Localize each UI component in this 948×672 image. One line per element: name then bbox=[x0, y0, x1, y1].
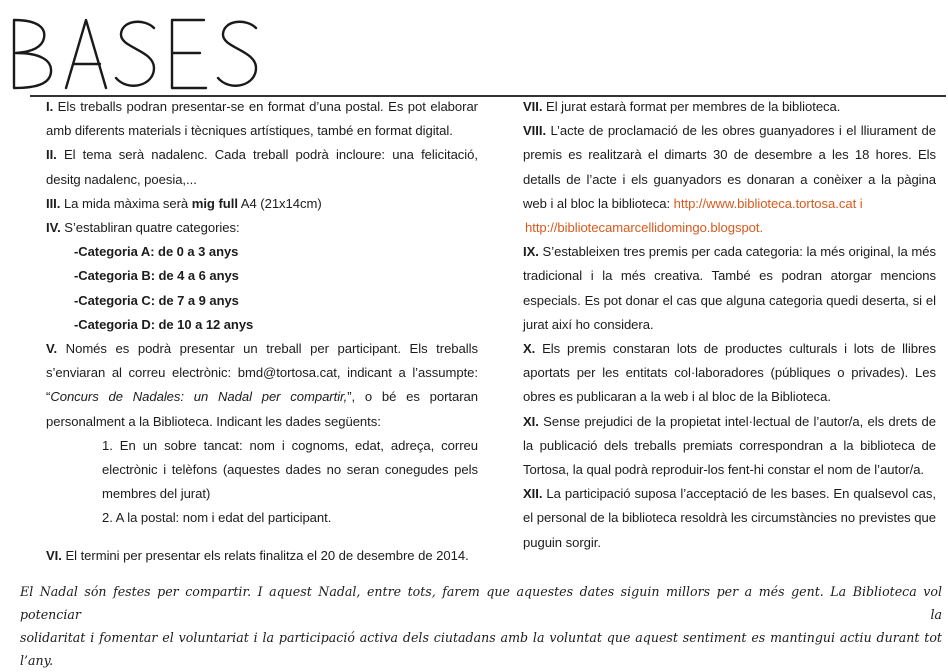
rule-item-10: X. Els premis constaran lots de productes culturals i lots de llibres aportats per les entitats col·laboradores (públiques o privades). Les obres es publicaran a la web i al bloc de la Biblioteca. bbox=[523, 341, 936, 405]
category-c: -Categoria C: de 7 a 9 anys bbox=[74, 292, 239, 308]
category-d: -Categoria D: de 10 a 12 anys bbox=[74, 316, 254, 332]
rule-item-12: XII. La participació suposa l’acceptació de les bases. En qualsevol cas, el personal de la biblioteca resoldrà les circumstàncies no previstes que puguin sorgir. bbox=[523, 486, 936, 550]
title-lettering bbox=[4, 6, 264, 92]
rule-item-11: XI. Sense prejudici de la propietat intel·lectual de l’autor/a, els drets de la publicació dels treballs premiats correspondran a la biblioteca de Tortosa, la qual podrà reproduir-los fent-hi constar el nom de l’autor/a. bbox=[523, 413, 936, 478]
library-blog-link[interactable]: http://bibliotecamarcellidomingo.blogspot. bbox=[525, 220, 764, 236]
blog-link-line bbox=[523, 216, 936, 240]
rule-item-7: VII. El jurat estarà format per membres de la biblioteca. bbox=[523, 99, 841, 114]
rule-item-5: V. Només es podrà presentar un treball per participant. Els treballs s’enviaran al correu electrònic: bmd@tortosa.cat, indicant a l’assumpte: “Concurs de Nadales: un Nadal per compartir,”, o bé es portaran personalment a la Biblioteca. Indicant les dades següents: bbox=[46, 341, 478, 429]
footer-message bbox=[20, 580, 942, 672]
category-b: -Categoria B: de 4 a 6 anys bbox=[74, 268, 239, 284]
footer-line-1: El Nadal són festes per compartir. I aquest Nadal, entre tots, farem que aquestes dates siguin millors per a més gent. La Biblioteca vol potenciar la bbox=[20, 584, 942, 622]
sub-item-1: 1. En un sobre tancat: nom i cognoms, edat, adreça, correu electrònic i telèfons (aquestes dades no seran conegudes pels membres del jurat) bbox=[102, 437, 478, 502]
rule-item-4: IV. S’establiran quatre categories: bbox=[46, 220, 240, 236]
rule-item-1: I. Els treballs podran presentar-se en format d’una postal. Es pot elaborar amb diferents materials i tècniques artístiques, també en format digital. bbox=[46, 99, 478, 139]
sub-item-2: 2. A la postal: nom i edat del participant. bbox=[102, 510, 332, 526]
library-website-link[interactable]: http://www.biblioteca.tortosa.cat bbox=[673, 195, 857, 211]
rule-item-2: II. El tema serà nadalenc. Cada treball podrà incloure: una felicitació, desitg nadalenc, poesia,... bbox=[46, 147, 478, 187]
left-column bbox=[46, 95, 478, 568]
rule-item-6: VI. El termini per presentar els relats finalitza el 20 de desembre de 2014. bbox=[46, 547, 469, 563]
rule-item-9: IX. S’estableixen tres premis per cada categoria: la més original, la més tradicional i la més creativa. També es podran atorgar mencions especials. Es pot donar el cas que alguna categoria quedi deserta, si el jurat així ho considera. bbox=[523, 244, 936, 332]
rule-item-3: III. La mida màxima serà mig full A4 (21x14cm) bbox=[46, 195, 322, 211]
category-a: -Categoria A: de 0 a 3 anys bbox=[74, 244, 239, 260]
right-column bbox=[523, 95, 936, 555]
page-title bbox=[4, 6, 264, 92]
footer-line-2: solidaritat i fomentar el voluntariat i la participació activa dels ciutadans amb la voluntat que aquest sentiment es mantingui actiu durant tot l’any. bbox=[20, 630, 942, 668]
rule-item-8: VIII. L’acte de proclamació de les obres guanyadores i el lliurament de premis es realitzarà el dimarts 30 de desembre a les 18 hores. Els detalls de l’acte i els guanyadors es donaran a conèixer a la pàgina web i al bloc la biblioteca: http://www.biblioteca.tortosa.cat i bbox=[523, 123, 936, 211]
